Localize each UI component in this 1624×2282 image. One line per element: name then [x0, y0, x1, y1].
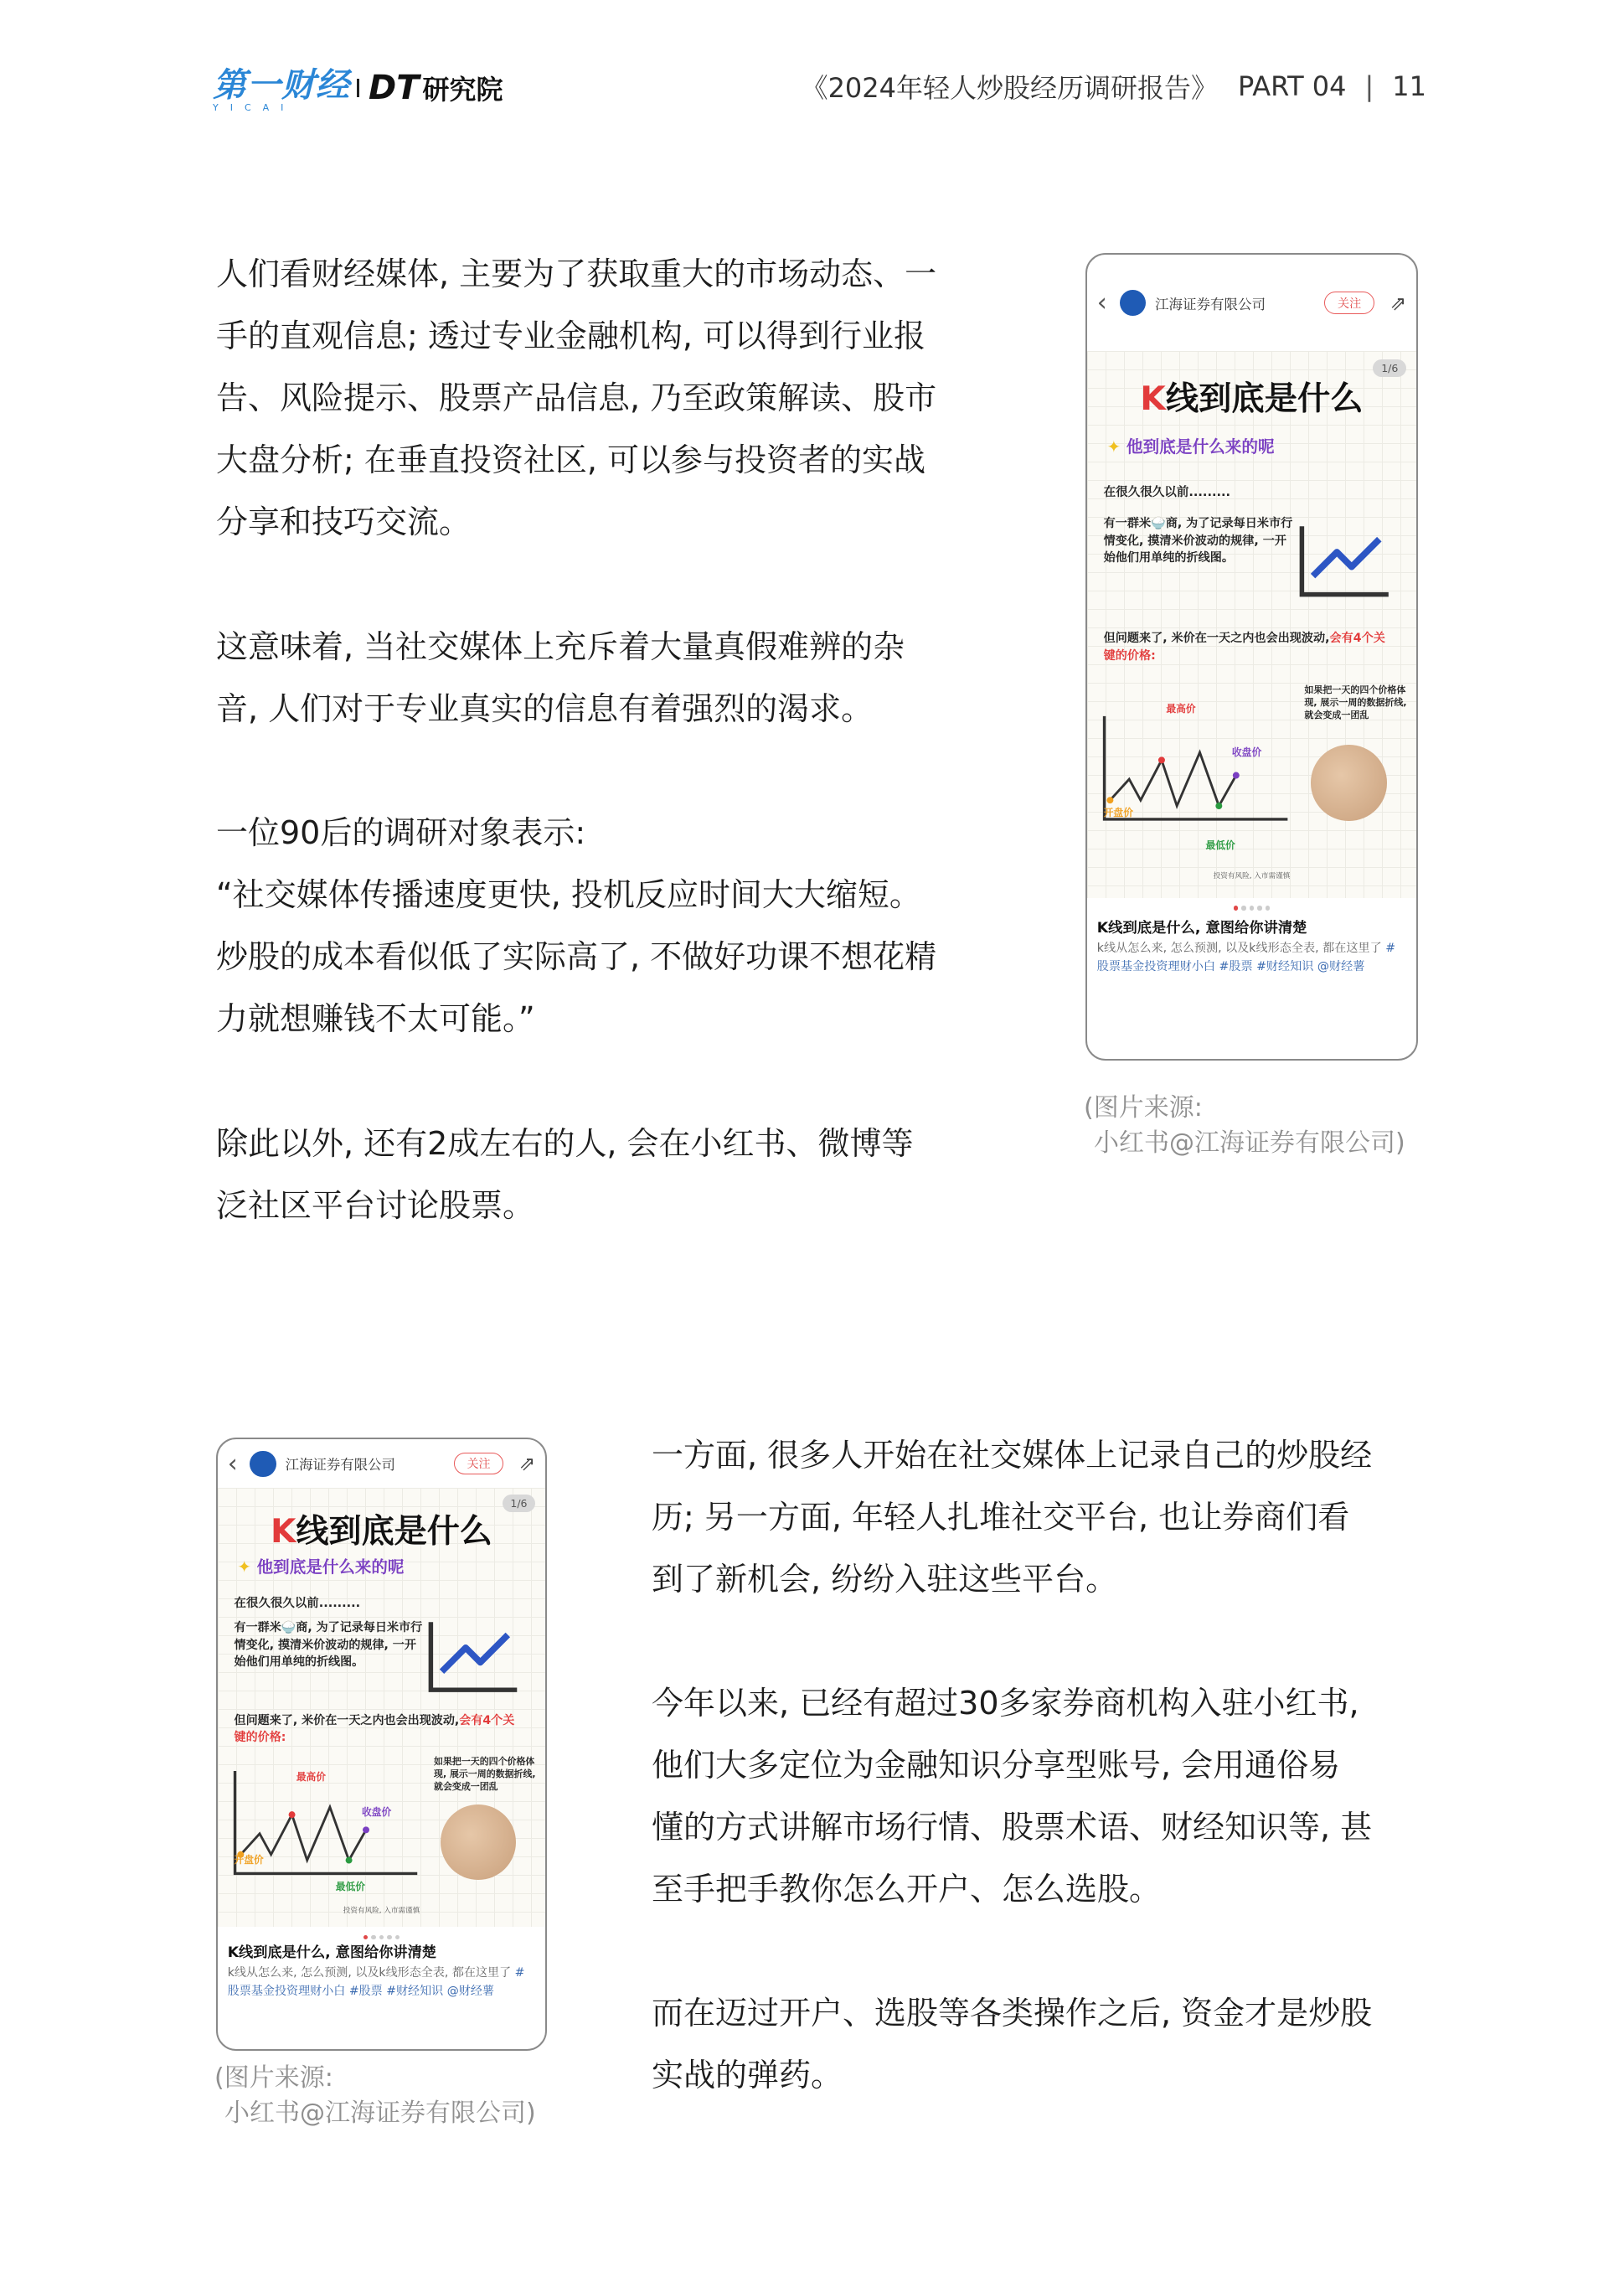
section1-text: [216, 243, 1003, 553]
yicai-logo: [213, 66, 350, 113]
post-line: 有一群米🍚商, 为了记录每日米市行情变化, 摸清米价波动的规律, 一开始他们用单纯的折线图。: [1103, 517, 1293, 565]
report-title: 《2024年轻人炒股经历调研报告》: [801, 72, 1219, 104]
brand-avatar-icon[interactable]: [1120, 290, 1146, 316]
label-low: 最低价: [335, 1880, 365, 1892]
account-name[interactable]: 江海证券有限公司: [285, 1457, 395, 1474]
label-low: 最低价: [1205, 839, 1235, 852]
image-caption: (图片来源: 小红书@江海证券有限公司): [214, 2063, 536, 2128]
label-high: 最高价: [296, 1770, 326, 1783]
post-top-bar: [218, 1439, 545, 1488]
paragraph: 而在迈过开户、选股等各类操作之后, 资金才是炒股 实战的弹药。: [652, 1995, 1373, 2094]
rice-ball-illustration: [1311, 745, 1386, 820]
label-high: 最高价: [1166, 702, 1196, 715]
carousel-dots: [1087, 898, 1416, 916]
post-image[interactable]: [218, 1488, 545, 1927]
post-subheading: ✦ 他到底是什么来的呢: [1106, 437, 1275, 457]
yicai-logo-en: YICAI: [213, 102, 296, 113]
section2-text-2: [652, 1672, 1439, 1920]
yicai-logo-text: 第一财经: [213, 66, 350, 105]
post-subheading: ✦ 他到底是什么来的呢: [237, 1557, 405, 1577]
post-line: 但问题来了, 米价在一天之内也会出现波动,会有4个关键的价格:: [234, 1713, 515, 1744]
part-label: PART 04: [1238, 70, 1347, 102]
header-separator: |: [1364, 70, 1374, 102]
paragraph: 除此以外, 还有2成左右的人, 会在小红书、微博等 泛社区平台讨论股票。: [216, 1125, 914, 1224]
back-icon[interactable]: ‹: [227, 1448, 238, 1479]
post-line: 在很久很久以前.........: [234, 1597, 361, 1611]
page-number: 11: [1392, 70, 1426, 102]
follow-button[interactable]: 关注: [1324, 292, 1374, 313]
post-tags[interactable]: #股票基金投资理财小白 #股票 #财经知识 @财经薯: [1096, 942, 1396, 973]
post-top-bar: [1087, 255, 1416, 351]
back-icon[interactable]: ‹: [1096, 288, 1107, 318]
logo-divider: [357, 79, 359, 97]
sparkle-icon: ✦: [1106, 437, 1126, 457]
running-header: [802, 67, 1426, 106]
page-indicator: 1/6: [503, 1495, 536, 1512]
carousel-dots: [218, 1927, 545, 1940]
post-line: 但问题来了, 米价在一天之内也会出现波动,会有4个关键的价格:: [1103, 632, 1385, 663]
label-close: 收盘价: [1231, 746, 1262, 759]
share-icon[interactable]: ⇗: [518, 1452, 536, 1476]
section1-text-4: [216, 1113, 1003, 1237]
post-headline: K线到底是什么: [271, 1513, 492, 1551]
dt-institute-logo: [369, 69, 503, 107]
post-side-note: 如果把一天的四个价格体现, 展示一周的数据折线, 就会变成一团乱: [1304, 684, 1407, 721]
post-title[interactable]: K线到底是什么, 意图给你讲清楚: [1096, 920, 1307, 937]
section2-text-3: [652, 1982, 1439, 2106]
paragraph: 今年以来, 已经有超过30多家券商机构入驻小红书, 他们大多定位为金融知识分享型账号, 会用通俗易 懂的方式讲解市场行情、股票术语、财经知识等, 甚 至手把手教你怎么开户、怎么选股。: [652, 1685, 1373, 1908]
page-indicator: 1/6: [1373, 359, 1406, 377]
post-line: 有一群米🍚商, 为了记录每日米市行情变化, 摸清米价波动的规律, 一开始他们用单纯的折线图。: [234, 1621, 423, 1670]
post-line: 在很久很久以前.........: [1103, 485, 1231, 499]
follow-button[interactable]: 关注: [454, 1453, 504, 1474]
post-headline: K线到底是什么: [1140, 380, 1364, 419]
rice-ball-illustration: [441, 1804, 516, 1880]
post-side-note: 如果把一天的四个价格体现, 展示一周的数据折线, 就会变成一团乱: [434, 1755, 536, 1792]
line-chart-icon: [1298, 509, 1390, 613]
dt-logo-mark: DT: [369, 69, 420, 107]
post-title[interactable]: K线到底是什么, 意图给你讲清楚: [227, 1944, 436, 1962]
paragraph: 人们看财经媒体, 主要为了获取重大的市场动态、一 手的直观信息; 透过专业金融机构, 可以得到行业报 告、风险提示、股票产品信息, 乃至政策解读、股市 大盘分析; 在垂直投资社区, 可以参与投资者的实战 分享和技巧交流。: [216, 256, 937, 540]
risk-note: 投资有风险, 入市需谨慎: [343, 1907, 420, 1916]
dt-logo-text: 研究院: [422, 74, 503, 106]
sparkle-icon: ✦: [237, 1557, 257, 1577]
label-open: 开盘价: [1103, 807, 1133, 818]
section1-text-2: [216, 616, 1003, 740]
survey-quote: [216, 802, 1003, 1050]
account-name[interactable]: 江海证券有限公司: [1155, 296, 1266, 312]
post-image[interactable]: [1087, 351, 1416, 898]
xiaohongshu-post-screenshot: [216, 1438, 547, 2051]
paragraph: 这意味着, 当社交媒体上充斥着大量真假难辨的杂 音, 人们对于专业真实的信息有着强烈的渴求。: [216, 628, 905, 727]
label-open: 开盘价: [234, 1854, 264, 1866]
paragraph: 一方面, 很多人开始在社交媒体上记录自己的炒股经 历; 另一方面, 年轻人扎堆社交平台, 也让券商们看 到了新机会, 纷纷入驻这些平台。: [652, 1437, 1373, 1598]
post-description: k线从怎么来, 怎么预测, 以及k线形态全表, 都在这里了 #股票基金投资理财小白 #股票 #财经知识 @财经薯: [227, 1966, 525, 1999]
image-caption: (图片来源: 小红书@江海证券有限公司): [1084, 1093, 1405, 1158]
risk-note: 投资有风险, 入市需谨慎: [1213, 872, 1291, 881]
line-chart-icon: [427, 1615, 518, 1699]
share-icon[interactable]: ⇗: [1389, 291, 1407, 315]
xiaohongshu-post-screenshot: [1085, 253, 1418, 1061]
paragraph: 一位90后的调研对象表示: “社交媒体传播速度更快, 投机反应时间大大缩短。 炒股的成本看似低了实际高了, 不做好功课不想花精 力就想赚钱不太可能。”: [216, 814, 937, 1037]
label-close: 收盘价: [362, 1805, 392, 1818]
brand-avatar-icon[interactable]: [250, 1451, 276, 1477]
post-description: k线从怎么来, 怎么预测, 以及k线形态全表, 都在这里了 #股票基金投资理财小白 #股票 #财经知识 @财经薯: [1096, 942, 1396, 973]
post-tags[interactable]: #股票基金投资理财小白 #股票 #财经知识 @财经薯: [227, 1966, 525, 1999]
kline-sketch-chart: [231, 1752, 421, 1897]
section2-text: [652, 1424, 1439, 1610]
